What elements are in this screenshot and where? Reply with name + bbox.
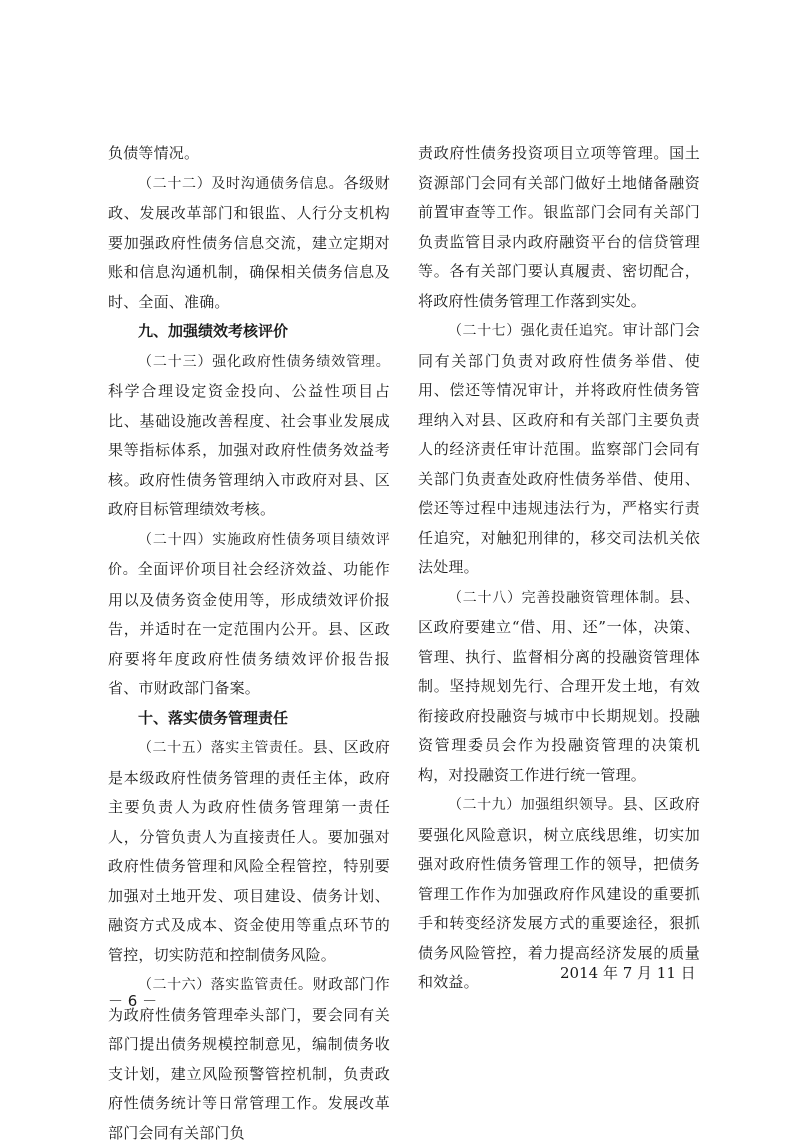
- document-date: 2014 年 7 月 11 日: [560, 964, 696, 982]
- paragraph-text: 县、区政府要建立“借、用、还”一体，决策、管理、执行、监督相分离的投融资管理体制。坚持规划先行、合理开发土地，有效衔接政府投融资与城市中长期规划。投融资管理委员会作为投融资管理的决策机构，对投融资工作进行统一管理。: [418, 587, 700, 784]
- paragraph-text: 财政部门作为政府性债务管理牵头部门，要会同有关部门提出债务规模控制意见，编制债务收支计划，建立风险预警管控机制，负责政府性债务统计等日常管理工作。发展改革部门会同有关部门负: [108, 975, 390, 1142]
- clause-heading: （二十七）强化责任追究。: [448, 323, 623, 339]
- paragraph-text: 责政府性债务投资项目立项等管理。国土资源部门会同有关部门做好土地储备融资前置审查等工作。银监部门会同有关部门负责监管目录内政府融资平台的信贷管理等。各有关部门要认真履责、密切配合，将政府性债务管理工作落到实处。: [418, 144, 700, 310]
- clause-heading: （二十五）落实主管责任。: [138, 740, 313, 756]
- paragraph: [108, 347, 390, 525]
- paragraph: [108, 733, 390, 970]
- clause-heading: （二十四）实施政府性债务项目绩效评价。: [108, 531, 390, 578]
- paragraph-text: 全面评价项目社会经济效益、功能作用以及债务资金使用等，形成绩效评价报告，并适时在一定范围内公开。县、区政府要将年度政府性债务绩效评价报告报省、市财政部门备案。: [108, 560, 390, 697]
- paragraph-text: 科学合理设定资金投向、公益性项目占比、基础设施改善程度、社会事业发展成果等指标体系，加强对政府性债务效益考核。政府性债务管理纳入市政府对县、区政府目标管理绩效考核。: [108, 382, 390, 518]
- paragraph: [108, 525, 390, 704]
- clause-heading: （二十九）加强组织领导。: [448, 797, 623, 813]
- clause-heading: （二十三）强化政府性债务绩效管理。: [138, 353, 390, 370]
- paragraph: [418, 139, 700, 316]
- paragraph-text: 各级财政、发展改革部门和银监、人行分支机构要加强政府性债务信息交流，建立定期对账和信息沟通机制，确保相关债务信息及时、全面、准确。: [108, 173, 390, 311]
- paragraph: [418, 316, 700, 583]
- paragraph-text: 县、区政府要强化风险意识，树立底线思维，切实加强对政府性债务管理工作的领导，把债务管理工作作为加强政府作风建设的重要抓手和转变经济发展方式的重要途径，狠抓债务风险管控，着力提高经济发展的质量和效益。: [418, 795, 700, 991]
- paragraph-text: 负债等情况。: [108, 144, 200, 162]
- clause-heading: （二十六）落实监管责任。: [138, 977, 313, 993]
- section-heading: 十、落实债务管理责任: [138, 708, 289, 727]
- section-heading: 九、加强绩效考核评价: [138, 322, 289, 340]
- clause-heading: （二十八）完善投融资管理体制。: [448, 589, 670, 606]
- paragraph: [108, 169, 390, 318]
- paragraph: [418, 583, 700, 791]
- paragraph-text: 县、区政府是本级政府性债务管理的责任主体，政府主要负责人为政府性债务管理第一责任人，分管负责人为直接责任人。要加强对政府性债务管理和风险全程管控，特别要加强对土地开发、项目建设、债务计划、融资方式及成本、资金使用等重点环节的管控，切实防范和控制债务风险。: [108, 738, 390, 964]
- paragraph: [108, 139, 390, 169]
- right-column: [418, 139, 700, 998]
- paragraph-text: 审计部门会同有关部门负责对政府性债务举借、使用、偿还等情况审计，并将政府性债务管理纳入对县、区政府和有关部门主要负责人的经济责任审计范围。监察部门会同有关部门负责查处政府性债务举借、使用、偿还等过程中违规违法行为，严格实行责任追究，对触犯刑律的，移交司法机关依法处理。: [418, 321, 700, 576]
- clause-heading: （二十二）及时沟通债务信息。: [138, 175, 344, 192]
- page-number: － 6 －: [108, 992, 158, 1010]
